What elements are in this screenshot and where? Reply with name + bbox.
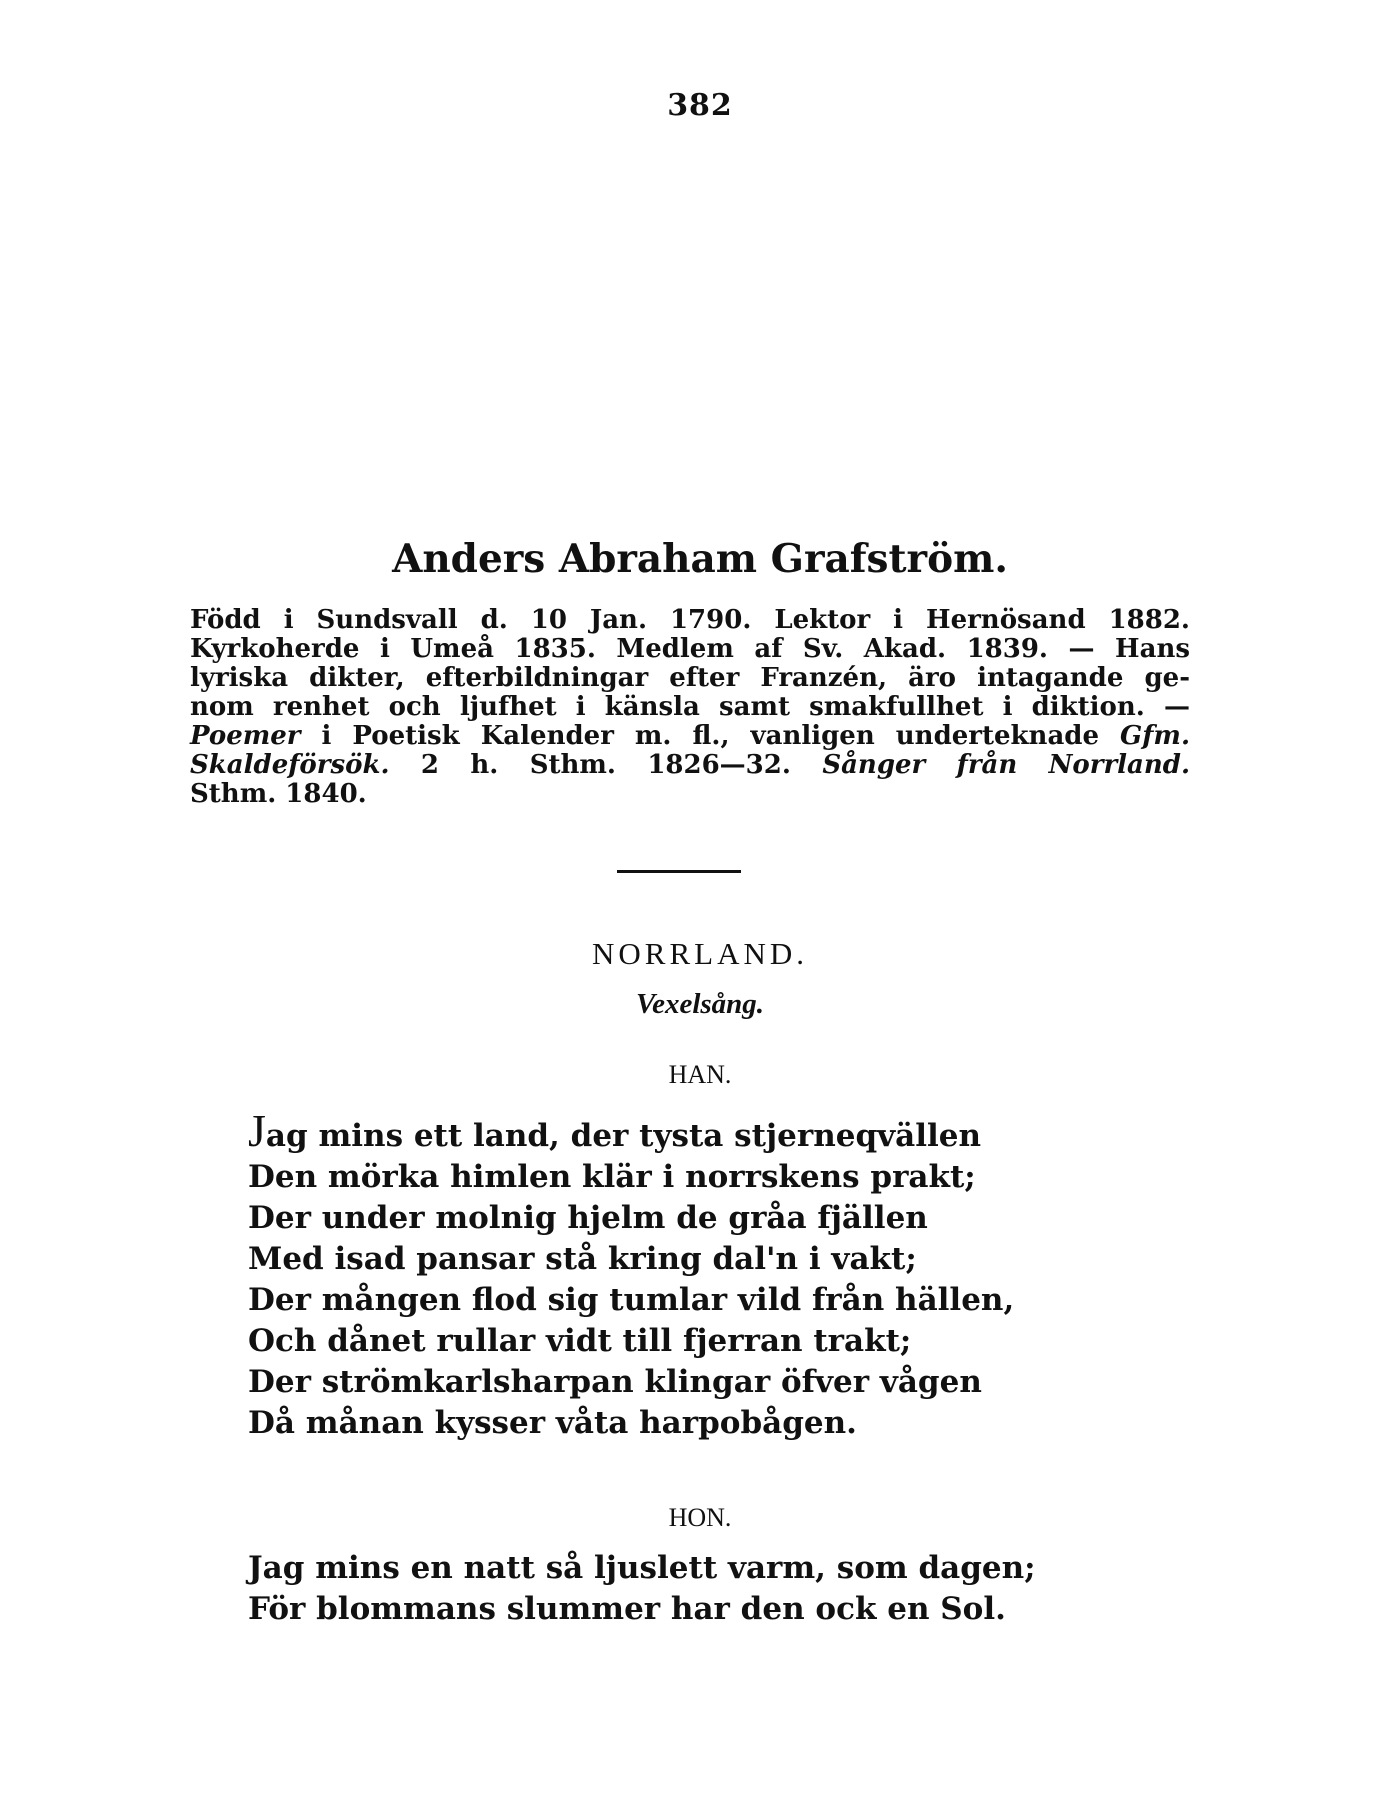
verse-line: Der mången flod sig tumlar vild från hällen, [248, 1282, 1015, 1318]
author-heading: Anders Abraham Grafström. [392, 536, 1008, 582]
author-biography [190, 606, 1190, 809]
work-title: Skaldeförsök. [190, 750, 390, 780]
signature-abbreviation: Gfm. [1120, 721, 1190, 751]
verse-line: Då månan kysser våta harpobågen. [248, 1405, 857, 1441]
speaker-heading-hon: HON. [668, 1503, 732, 1532]
stanza-hon [248, 1548, 1148, 1630]
poem-subtitle: Vexelsång. [635, 988, 765, 1020]
page-number: 382 [667, 88, 733, 123]
biography-line: Född i Sundsvall d. 10 Jan. 1790. Lektor i Hernösand 1882. [190, 605, 1190, 635]
biography-line: lyriska dikter, efterbildningar efter Franzén, äro intagande ge- [190, 663, 1190, 693]
biography-line: nom renhet och ljufhet i känsla samt smakfullhet i diktion. — [190, 692, 1190, 722]
verse-line [248, 1105, 1148, 1157]
speaker-heading-han: HAN. [668, 1060, 732, 1089]
work-title: Poemer [190, 721, 301, 751]
section-divider [617, 870, 741, 873]
work-title: Sånger från Norrland. [822, 750, 1191, 780]
poem-title: NORRLAND. [592, 936, 808, 971]
biography-text: 2 h. Sthm. 1826—32. [389, 750, 823, 780]
biography-line [190, 751, 1190, 780]
stanza-han [248, 1105, 1148, 1444]
initial-letter: J [248, 1105, 266, 1156]
biography-line: Sthm. 1840. [190, 779, 367, 809]
verse-line: Der under molnig hjelm de gråa fjällen [248, 1200, 928, 1236]
verse-line: Der strömkarlsharpan klingar öfver vågen [248, 1364, 982, 1400]
verse-line: Den mörka himlen klär i norrskens prakt; [248, 1159, 976, 1195]
verse-line: Och dånet rullar vidt till fjerran trakt; [248, 1323, 912, 1359]
verse-line: För blommans slummer har den ock en Sol. [248, 1591, 1006, 1627]
biography-line: Kyrkoherde i Umeå 1835. Medlem af Sv. Akad. 1839. — Hans [190, 634, 1190, 664]
verse-text: ag mins ett land, der tysta stjerneqvällen [265, 1118, 982, 1154]
biography-line [190, 722, 1190, 751]
verse-line: Jag mins en natt så ljuslett varm, som dagen; [248, 1550, 1036, 1586]
biography-text: i Poetisk Kalender m. fl., vanligen underteknade [300, 721, 1121, 751]
verse-line: Med isad pansar stå kring dal'n i vakt; [248, 1241, 917, 1277]
